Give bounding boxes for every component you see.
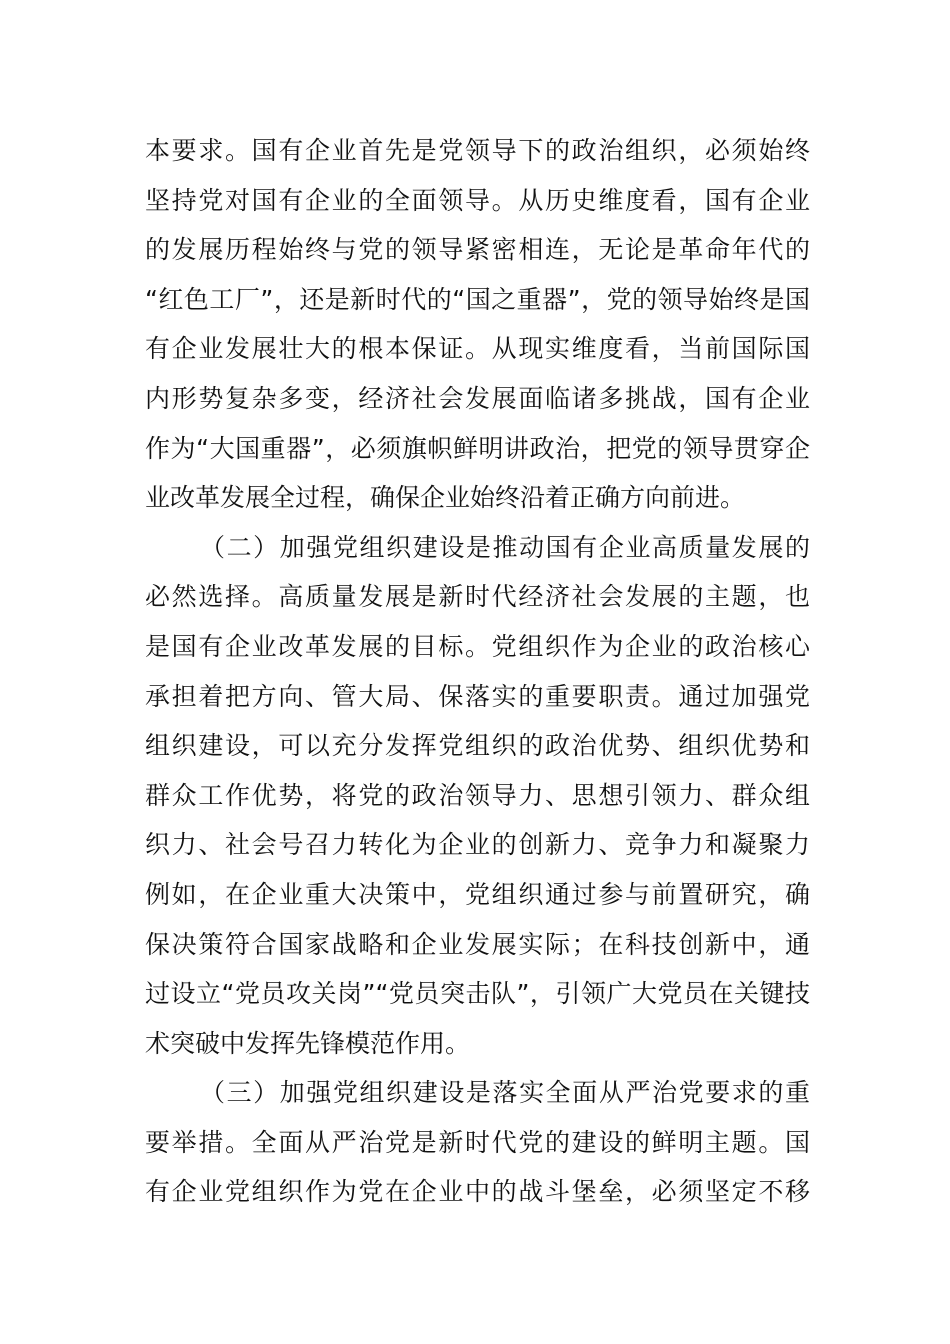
- text-line: 必然选择。高质量发展是新时代经济社会发展的主题，也: [145, 582, 810, 612]
- text-line: 有企业发展壮大的根本保证。从现实维度看，当前国际国: [145, 334, 810, 364]
- text-line: 本要求。国有企业首先是党领导下的政治组织，必须始终: [145, 136, 810, 165]
- text-line: 组织建设，可以充分发挥党组织的政治优势、组织优势和: [145, 731, 810, 761]
- text-line: 的发展历程始终与党的领导紧密相连，无论是革命年代的: [145, 235, 810, 265]
- text-line: 要举措。全面从严治党是新时代党的建设的鲜明主题。国: [145, 1127, 810, 1157]
- text-line: 业改革发展全过程，确保企业始终沿着正确方向前进。: [145, 483, 746, 513]
- text-line: “红色工厂”，还是新时代的“国之重器”，党的领导始终是国: [145, 284, 810, 314]
- text-line: 坚持党对国有企业的全面领导。从历史维度看，国有企业: [145, 185, 810, 215]
- text-line: 群众工作优势，将党的政治领导力、思想引领力、群众组: [145, 780, 810, 810]
- paragraph-3: [145, 1068, 810, 1217]
- text-line: 过设立“党员攻关岗”“党员突击队”，引领广大党员在关键技: [145, 979, 810, 1009]
- text-line: 保决策符合国家战略和企业发展实际；在科技创新中，通: [145, 929, 810, 959]
- text-line: 术突破中发挥先锋模范作用。: [145, 1028, 471, 1058]
- text-line: 作为“大国重器”，必须旗帜鲜明讲政治，把党的领导贯穿企: [145, 433, 810, 463]
- text-line: （二）加强党组织建设是推动国有企业高质量发展的: [200, 532, 810, 562]
- text-line: 例如，在企业重大决策中，党组织通过参与前置研究，确: [145, 879, 810, 909]
- paragraph-1: [145, 126, 810, 523]
- text-line: （三）加强党组织建设是落实全面从严治党要求的重: [200, 1078, 810, 1108]
- text-line: 是国有企业改革发展的目标。党组织作为企业的政治核心: [145, 631, 810, 661]
- text-line: 有企业党组织作为党在企业中的战斗堡垒，必须坚定不移: [145, 1177, 810, 1207]
- text-line: 内形势复杂多变，经济社会发展面临诸多挑战，国有企业: [145, 383, 810, 413]
- text-line: 承担着把方向、管大局、保落实的重要职责。通过加强党: [145, 681, 810, 711]
- text-line: 织力、社会号召力转化为企业的创新力、竞争力和凝聚力: [145, 830, 810, 860]
- paragraph-2: [145, 523, 810, 1069]
- document-body: [145, 126, 810, 1217]
